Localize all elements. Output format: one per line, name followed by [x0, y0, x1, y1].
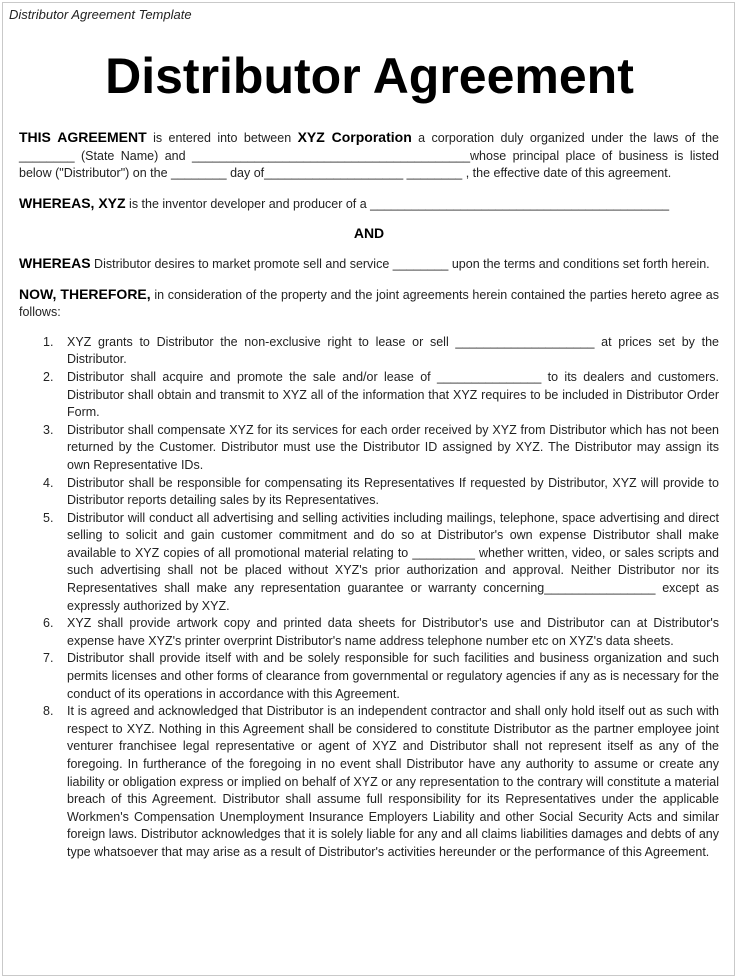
- clause-number: 8.: [43, 704, 54, 719]
- and-heading: AND: [353, 225, 385, 242]
- therefore-paragraph: [19, 286, 719, 322]
- clause-item: [19, 475, 719, 510]
- clause-list: [19, 334, 719, 862]
- whereas-1-lead: WHEREAS, XYZ: [19, 194, 126, 211]
- clause-item: [19, 334, 719, 369]
- whereas-inventor-paragraph: [19, 195, 719, 214]
- clause-text: Distributor shall acquire and promote the sale and/or lease of _______________ to its dealers and customers. Distributor shall obtain and transmit to XYZ all of the information that XYZ requires to be included in Distributor Order Form.: [67, 369, 719, 420]
- clause-number: 5.: [43, 510, 54, 525]
- clause-item: [19, 650, 719, 703]
- clause-item: [19, 615, 719, 650]
- whereas-2-text: Distributor desires to market promote sell and service ________ upon the terms and conditions set forth herein.: [90, 256, 710, 271]
- clause-text: XYZ grants to Distributor the non-exclusive right to lease or sell ____________________ at prices set by the Distributor.: [67, 334, 719, 367]
- clause-item: [19, 422, 719, 475]
- therefore-lead: NOW, THEREFORE,: [19, 285, 151, 302]
- clause-number: 6.: [43, 616, 54, 631]
- clause-text: Distributor shall be responsible for compensating its Representatives If requested by Distributor, XYZ will provide to Distributor reports detailing sales by its Representatives.: [67, 475, 719, 508]
- clause-number: 7.: [43, 651, 54, 666]
- clause-text: It is agreed and acknowledged that Distributor is an independent contractor and shall only hold itself out as such with respect to XYZ. Nothing in this Agreement shall be considered to constitute Distributor as the partner employee joint venturer franchisee legal representative or agent of XYZ and Distributor shall not represent itself as any of the foregoing. In furtherance of the foregoing in no event shall Distributor have any authority to assume or create any liability or obligation express or implied on behalf of XYZ or any representation to the contrary will constitute a material breach of this Agreement. Distributor shall assume full responsibility for its Representatives under the applicable Workmen's Compensation Unemployment Insurance Employers Liability and other Social Security Acts and similar foreign laws. Distributor acknowledges that it is solely liable for any and all claims liabilities damages and debts of any type whatsoever that may arise as a result of Distributor's activities hereunder or the performance of this Agreement.: [67, 704, 719, 859]
- whereas-2-lead: WHEREAS: [19, 254, 91, 271]
- clause-item: [19, 510, 719, 616]
- agreement-body: [19, 129, 719, 862]
- whereas-1-text: is the inventor developer and producer of a ___________________________________________: [125, 196, 670, 211]
- whereas-distributor-paragraph: [19, 255, 719, 274]
- clause-text: Distributor shall provide itself with and be solely responsible for such facilities and business organization and such permits licenses and other forms of clearance from governmental or regulatory agencies if any as is necessary for the conduct of its operations in accordance with this Agreement.: [67, 651, 719, 701]
- therefore-text: in consideration of the property and the joint agreements herein contained the parties hereto agree as follows:: [19, 287, 720, 320]
- intro-lead: THIS AGREEMENT: [19, 129, 147, 145]
- clause-text: XYZ shall provide artwork copy and printed data sheets for Distributor's use and Distributor can at Distributor's expense have XYZ's printer overprint Distributor's name address telephone number etc on XYZ's data sheets.: [67, 616, 719, 648]
- intro-text-2: a corporation duly organized under the laws of the ________ (State Name) and ________________________________________whose principal place of business is listed below ("Distributor") on the ________ day of____________________ ________ , the effective date of this agreement.: [19, 131, 719, 181]
- document-title: Distributor Agreement: [105, 48, 634, 104]
- company-name: XYZ Corporation: [297, 129, 412, 145]
- clause-text: Distributor will conduct all advertising and selling activities including mailings, telephone, space advertising and direct selling to solicit and gain customer commitment and do so at Distributor's own expense Distributor shall make available to XYZ copies of all promotional material relating to _________ whether written, video, or sales scripts and such advertising shall not be placed without XYZ's prior authorization and approval. Neither Distributor nor its Representatives shall make any representation guarantee or warranty concerning________________ except as expressly authorized by XYZ.: [67, 510, 719, 613]
- clause-item: [19, 703, 719, 861]
- intro-paragraph: [19, 129, 719, 183]
- clause-item: [19, 369, 719, 422]
- clause-number: 2.: [43, 369, 54, 384]
- clause-number: 1.: [43, 334, 54, 349]
- clause-number: 3.: [43, 422, 54, 437]
- clause-number: 4.: [43, 475, 54, 490]
- intro-text-1: is entered into between: [146, 131, 298, 145]
- template-label: Distributor Agreement Template: [9, 7, 192, 22]
- clause-text: Distributor shall compensate XYZ for its services for each order received by XYZ from Distributor which has not been returned by the Customer. Distributor must use the Distributor ID assigned by XYZ. The Distributor may assign its own Representative IDs.: [67, 422, 719, 472]
